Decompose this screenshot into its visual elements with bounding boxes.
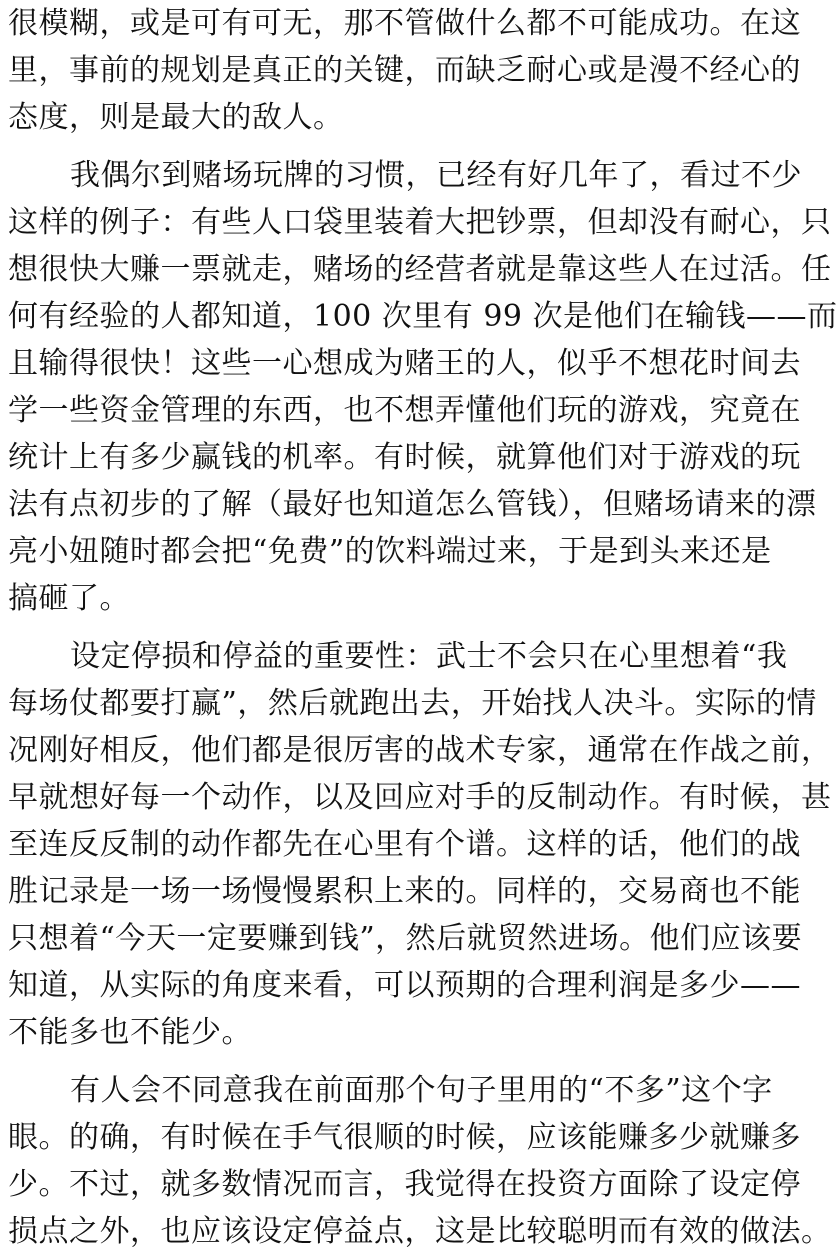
book-page [8,0,838,1255]
paragraph-2 [8,152,838,622]
text-run: 武士不会只在心里想着“我 [436,639,788,674]
paragraph-4 [8,1067,832,1255]
section-subhead: 设定停损和停益的重要性： [70,639,436,674]
text-line: 少。不过，就多数情况而言，我觉得在投资方面除了设定停 [8,1167,801,1202]
text-line: 我偶尔到赌场玩牌的习惯，已经有好几年了，看过不少 [70,158,802,193]
text-line: 每场仗都要打赢”，然后就跑出去，开始找人决斗。实际的情 [8,686,817,721]
text-line: 统计上有多少赢钱的机率。有时候，就算他们对于游戏的玩 [8,440,801,475]
text-line: 里，事前的规划是真正的关键，而缺乏耐心或是漫不经心的 [8,53,801,88]
text-line: 至连反反制的动作都先在心里有个谱。这样的话，他们的战 [8,827,801,862]
paragraph-1 [8,0,801,141]
text-line: 这样的例子：有些人口袋里装着大把钞票，但却没有耐心，只 [8,205,832,240]
text-line: 态度，则是最大的敌人。 [8,100,344,135]
text-line: 眼。的确，有时候在手气很顺的时候，应该能赚多少就赚多 [8,1120,801,1155]
text-line: 知道，从实际的角度来看，可以预期的合理利润是多少—— [8,968,801,1003]
text-line: 很模糊，或是可有可无，那不管做什么都不可能成功。在这 [8,6,801,41]
text-line: 亮小妞随时都会把“免费”的饮料端过来，于是到头来还是 [8,534,772,569]
text-line: 且输得很快！这些一心想成为赌王的人，似乎不想花时间去 [8,346,801,381]
text-line: 况刚好相反，他们都是很厉害的战术专家，通常在作战之前， [8,733,832,768]
paragraph-3 [8,633,832,1056]
text-line [8,633,788,680]
text-line: 搞砸了。 [8,581,130,616]
text-line: 胜记录是一场一场慢慢累积上来的。同样的，交易商也不能 [8,874,801,909]
text-line: 只想着“今天一定要赚到钱”，然后就贸然进场。他们应该要 [8,921,803,956]
text-line: 想很快大赚一票就走，赌场的经营者就是靠这些人在过活。任 [8,252,832,287]
text-line: 损点之外，也应该设定停益点，这是比较聪明而有效的做法。 [8,1214,832,1249]
text-line: 何有经验的人都知道，100 次里有 99 次是他们在输钱——而 [8,299,838,334]
text-line: 不能多也不能少。 [8,1015,252,1050]
text-line: 早就想好每一个动作，以及回应对手的反制动作。有时候，甚 [8,780,832,815]
text-line: 学一些资金管理的东西，也不想弄懂他们玩的游戏，究竟在 [8,393,801,428]
text-line: 法有点初步的了解（最好也知道怎么管钱），但赌场请来的漂 [8,487,817,522]
text-line: 有人会不同意我在前面那个句子里用的“不多”这个字 [70,1073,773,1108]
